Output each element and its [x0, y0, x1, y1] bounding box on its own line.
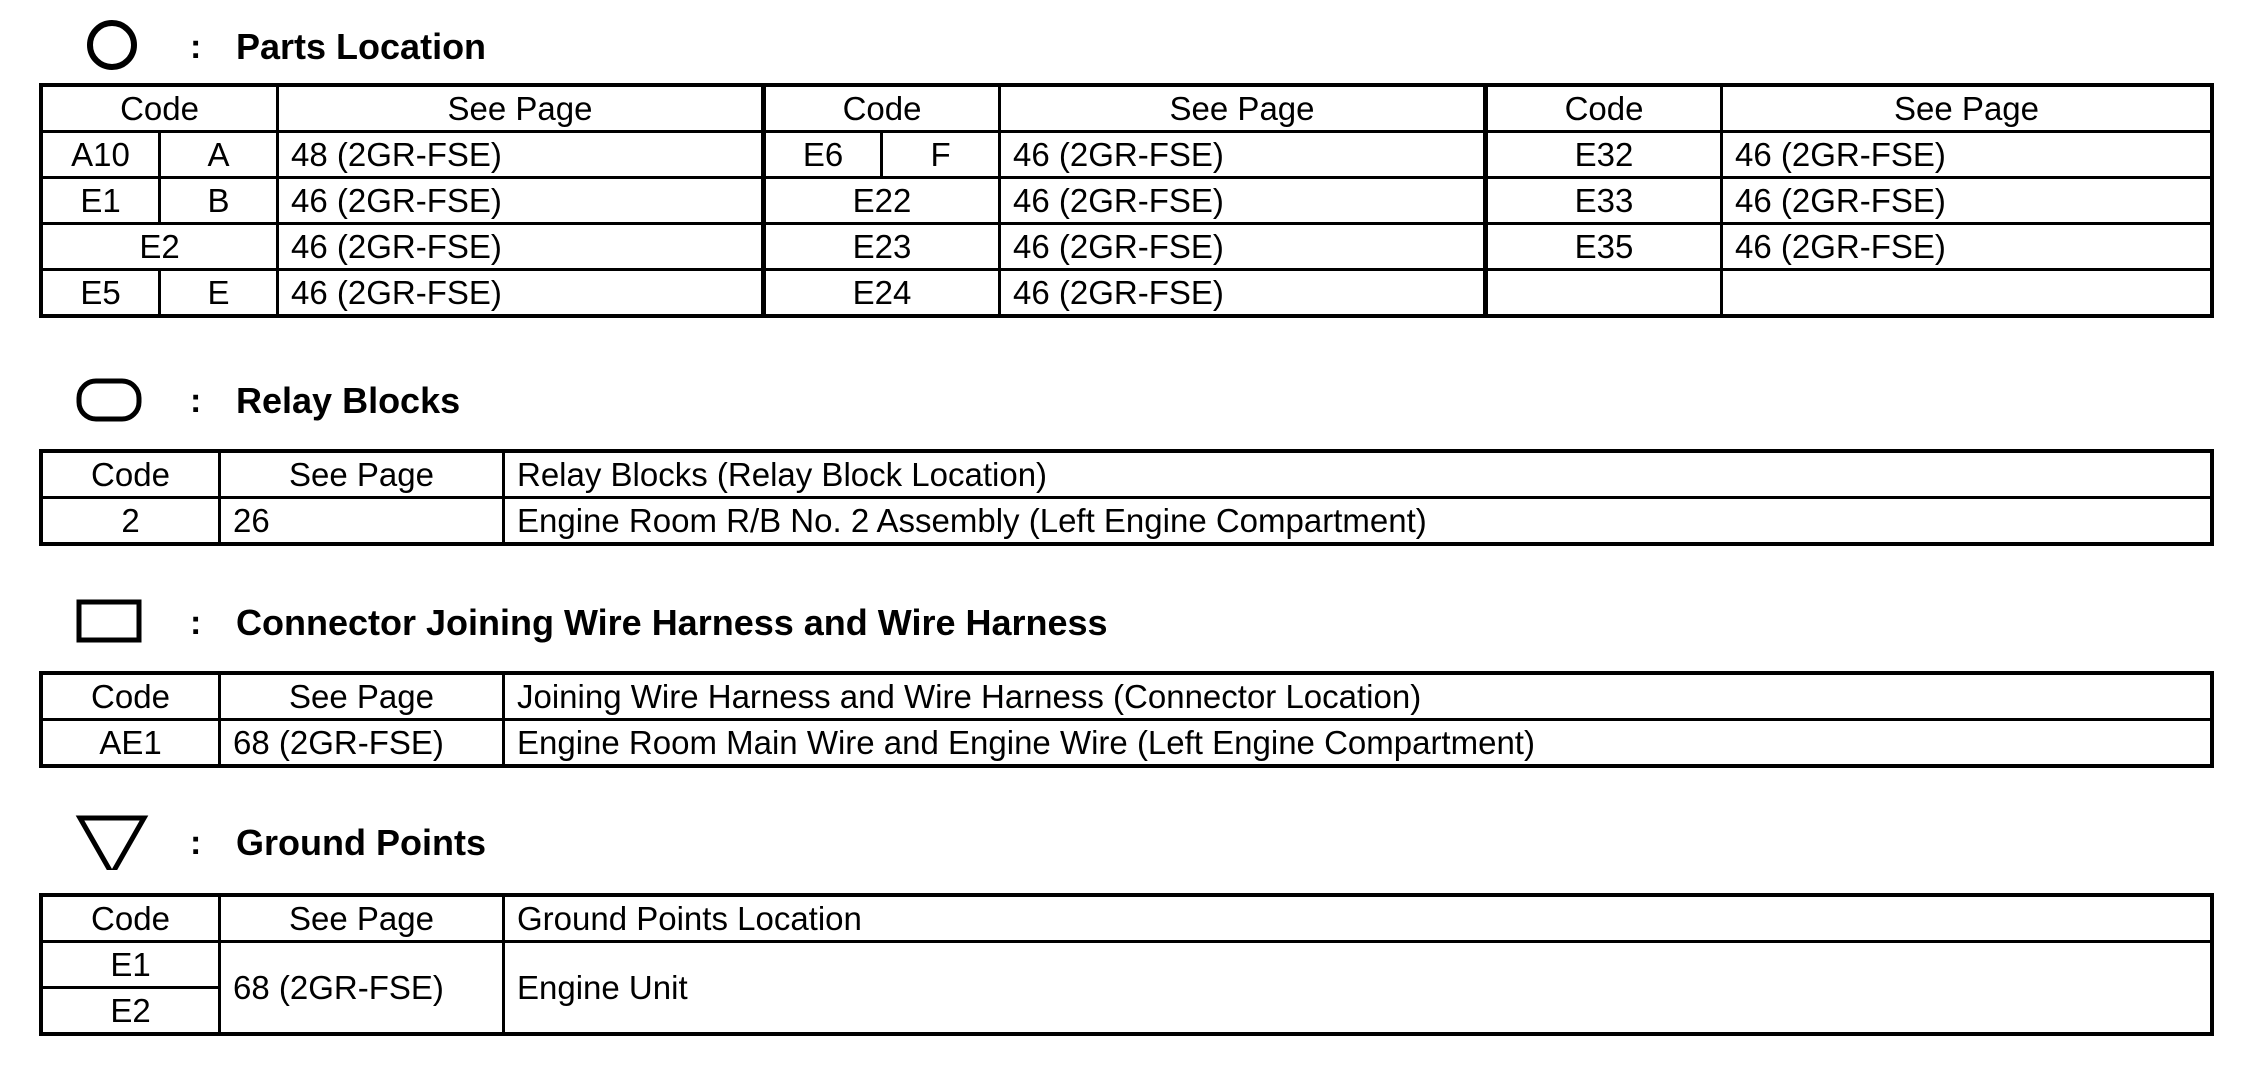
parts-location-heading: [72, 14, 1472, 74]
header-code: Code: [1486, 86, 1722, 132]
code-cell: A10: [42, 132, 160, 178]
code-cell: 2: [42, 498, 220, 544]
page-cell: 46 (2GR-FSE): [278, 224, 764, 270]
header-description: Ground Points Location: [504, 896, 2212, 942]
table-row: [42, 224, 2212, 270]
description-cell: Engine Unit: [504, 942, 2212, 1034]
code-cell: E6: [764, 132, 882, 178]
table-row: [42, 498, 2212, 544]
header-see-page: See Page: [1000, 86, 1486, 132]
sub-code-cell: F: [882, 132, 1000, 178]
relay-blocks-heading: [72, 368, 1472, 428]
triangle-icon: [72, 810, 152, 870]
page-cell: 26: [220, 498, 504, 544]
code-cell: E2: [42, 224, 278, 270]
page-cell: 46 (2GR-FSE): [1000, 178, 1486, 224]
code-cell: E5: [42, 270, 160, 316]
table-row: [42, 942, 2212, 988]
code-cell: E23: [764, 224, 1000, 270]
rounded-rect-icon: [72, 368, 152, 428]
description-cell: Engine Room R/B No. 2 Assembly (Left Engine Compartment): [504, 498, 2212, 544]
page-cell: 46 (2GR-FSE): [1722, 224, 2212, 270]
code-cell: E1: [42, 942, 220, 988]
page-cell: 46 (2GR-FSE): [1000, 224, 1486, 270]
page-cell: 46 (2GR-FSE): [1000, 132, 1486, 178]
code-cell: AE1: [42, 720, 220, 766]
header-description: Joining Wire Harness and Wire Harness (Connector Location): [504, 674, 2212, 720]
table-row: [42, 720, 2212, 766]
page-cell: 48 (2GR-FSE): [278, 132, 764, 178]
connector-heading: [72, 590, 1472, 650]
ground-points-heading: [72, 810, 1472, 870]
empty-cell: [1486, 270, 1722, 316]
description-cell: Engine Room Main Wire and Engine Wire (Left Engine Compartment): [504, 720, 2212, 766]
code-cell: E24: [764, 270, 1000, 316]
heading-colon: :: [190, 28, 202, 66]
empty-cell: [1722, 270, 2212, 316]
parts-location-table: [40, 84, 2213, 317]
header-code: Code: [764, 86, 1000, 132]
code-cell: E33: [1486, 178, 1722, 224]
header-see-page: See Page: [220, 896, 504, 942]
code-cell: E22: [764, 178, 1000, 224]
heading-colon: :: [190, 604, 202, 642]
page-cell: 46 (2GR-FSE): [278, 270, 764, 316]
circle-icon: [72, 14, 152, 74]
page-cell: 46 (2GR-FSE): [278, 178, 764, 224]
connector-table: [40, 672, 2213, 767]
code-cell: E35: [1486, 224, 1722, 270]
sub-code-cell: B: [160, 178, 278, 224]
table-row: [42, 132, 2212, 178]
header-code: Code: [42, 674, 220, 720]
header-code: Code: [42, 896, 220, 942]
sub-code-cell: A: [160, 132, 278, 178]
table-header-row: [42, 674, 2212, 720]
table-header-row: [42, 452, 2212, 498]
heading-colon: :: [190, 824, 202, 862]
section-title: Ground Points: [236, 822, 486, 863]
header-description: Relay Blocks (Relay Block Location): [504, 452, 2212, 498]
rectangle-icon: [72, 590, 152, 650]
page-cell: 68 (2GR-FSE): [220, 942, 504, 1034]
header-see-page: See Page: [278, 86, 764, 132]
table-header-row: [42, 896, 2212, 942]
code-cell: E32: [1486, 132, 1722, 178]
ground-points-table: [40, 894, 2213, 1035]
header-see-page: See Page: [220, 674, 504, 720]
table-header-row: [42, 86, 2212, 132]
table-row: [42, 178, 2212, 224]
section-title: Relay Blocks: [236, 380, 461, 421]
header-see-page: See Page: [220, 452, 504, 498]
page-cell: 68 (2GR-FSE): [220, 720, 504, 766]
heading-colon: :: [190, 382, 202, 420]
page-cell: 46 (2GR-FSE): [1722, 132, 2212, 178]
section-title: Parts Location: [236, 26, 487, 67]
relay-blocks-table: [40, 450, 2213, 545]
page-cell: 46 (2GR-FSE): [1722, 178, 2212, 224]
page-cell: 46 (2GR-FSE): [1000, 270, 1486, 316]
code-cell: E2: [42, 988, 220, 1034]
section-title: Connector Joining Wire Harness and Wire Harness: [236, 602, 1108, 643]
sub-code-cell: E: [160, 270, 278, 316]
header-code: Code: [42, 452, 220, 498]
table-row: [42, 270, 2212, 316]
code-cell: E1: [42, 178, 160, 224]
header-code: Code: [42, 86, 278, 132]
header-see-page: See Page: [1722, 86, 2212, 132]
